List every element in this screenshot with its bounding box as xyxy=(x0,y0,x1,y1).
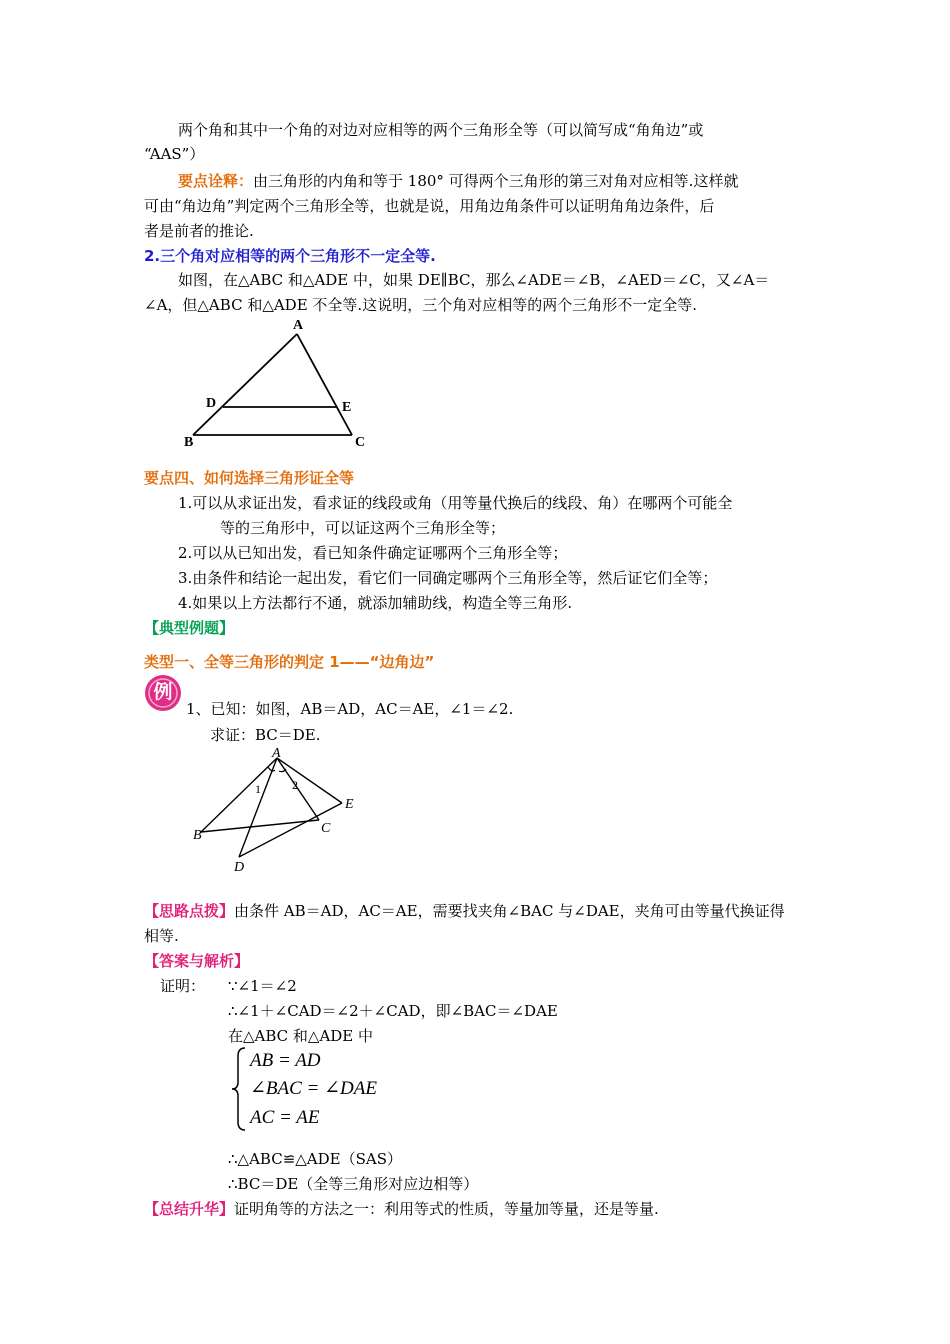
segment-ab xyxy=(201,758,277,832)
answer-label: 【答案与解析】 xyxy=(144,952,250,970)
segment-ac xyxy=(277,758,319,820)
summary-label: 【总结升华】 xyxy=(144,1200,235,1218)
point2-heading: 2.三个角对应相等的两个三角形不一定全等. xyxy=(144,247,436,265)
segment-ad xyxy=(239,758,277,857)
segment-bc xyxy=(201,820,319,832)
side-ac xyxy=(297,334,352,435)
label-1: 1 xyxy=(255,782,261,796)
triangle-figure-2 xyxy=(180,742,380,877)
label-e: E xyxy=(342,400,352,415)
hint-text-1: 由条件 AB＝AD，AC＝AE，需要找夹角∠BAC 与∠DAE，夹角可由等量代换证得 xyxy=(234,902,785,920)
label-c: C xyxy=(321,821,331,836)
label-2: 2 xyxy=(292,778,298,792)
label-a: A xyxy=(272,746,281,761)
proof-step-4: ∴△ABC≌△ADE（SAS） xyxy=(228,1150,402,1168)
system-eq-3: AC = AE xyxy=(250,1107,320,1128)
aas-line-2: “AAS”） xyxy=(144,145,205,163)
point2-line-2: ∠A，但△ABC 和△ADE 不全等.这说明，三个角对应相等的两个三角形不一定全等. xyxy=(144,296,697,314)
aas-line-1: 两个角和其中一个角的对边对应相等的两个三角形全等（可以简写成“角角边”或 xyxy=(178,121,704,139)
example1-prove: 求证：BC＝DE. xyxy=(210,726,321,744)
aas-note-line-1 xyxy=(178,171,738,191)
examples-header: 【典型例题】 xyxy=(144,619,235,637)
point4-item-1-line-1: 1.可以从求证出发，看求证的线段或角（用等量代换后的线段、角）在哪两个可能全 xyxy=(178,494,733,512)
point4-item-4: 4.如果以上方法都行不通，就添加辅助线，构造全等三角形. xyxy=(178,594,573,612)
point4-heading: 要点四、如何选择三角形证全等 xyxy=(144,469,355,487)
triangle-figure-1 xyxy=(170,312,380,452)
example1-given: 1、已知：如图，AB＝AD，AC＝AE，∠1＝∠2. xyxy=(186,700,514,718)
point4-item-1-line-2: 等的三角形中，可以证这两个三角形全等； xyxy=(220,519,506,537)
aas-note-line-3: 者是前者的推论. xyxy=(144,222,254,240)
segment-ae xyxy=(277,758,342,803)
point4-item-3: 3.由条件和结论一起出发，看它们一同确定哪两个三角形全等，然后证它们全等； xyxy=(178,569,718,587)
hint-line-2: 相等. xyxy=(144,927,179,945)
proof-step-2: ∴∠1＋∠CAD＝∠2＋∠CAD，即∠BAC＝∠DAE xyxy=(228,1002,558,1020)
proof-label: 证明： xyxy=(160,977,206,995)
point2-line-1: 如图，在△ABC 和△ADE 中，如果 DE∥BC，那么∠ADE＝∠B，∠AED＝∠C，又∠A＝ xyxy=(178,271,770,289)
summary-line xyxy=(144,1199,659,1219)
label-e: E xyxy=(345,797,354,812)
system-brace xyxy=(230,1046,250,1132)
note-text-1: 由三角形的内角和等于 180° 可得两个三角形的第三对角对应相等.这样就 xyxy=(253,172,739,190)
type1-heading: 类型一、全等三角形的判定 1——“边角边” xyxy=(144,653,435,671)
system-eq-2: ∠BAC = ∠DAE xyxy=(250,1078,377,1099)
aas-note-line-2: 可由“角边角”判定两个三角形全等，也就是说，用角边角条件可以证明角角边条件，后 xyxy=(144,197,715,215)
angle-2-arc xyxy=(279,769,286,772)
label-d: D xyxy=(206,396,217,411)
example-badge xyxy=(144,674,182,712)
label-b: B xyxy=(193,828,202,843)
label-a: A xyxy=(293,318,304,333)
proof-step-1: ∵∠1＝∠2 xyxy=(228,977,297,995)
note-label: 要点诠释： xyxy=(178,172,254,190)
summary-text: 证明角等的方法之一：利用等式的性质，等量加等量，还是等量. xyxy=(234,1200,659,1218)
example-badge-text: 例 xyxy=(153,681,173,703)
hint-label: 【思路点拨】 xyxy=(144,902,235,920)
side-ab xyxy=(193,334,297,435)
label-c: C xyxy=(355,435,366,450)
proof-step-5: ∴BC＝DE（全等三角形对应边相等） xyxy=(228,1175,479,1193)
hint-line-1 xyxy=(144,901,785,921)
label-d: D xyxy=(234,860,245,875)
system-eq-1: AB = AD xyxy=(250,1050,321,1071)
proof-step-3: 在△ABC 和△ADE 中 xyxy=(228,1027,374,1045)
point4-item-2: 2.可以从已知出发，看已知条件确定证哪两个三角形全等； xyxy=(178,544,568,562)
label-b: B xyxy=(184,435,194,450)
